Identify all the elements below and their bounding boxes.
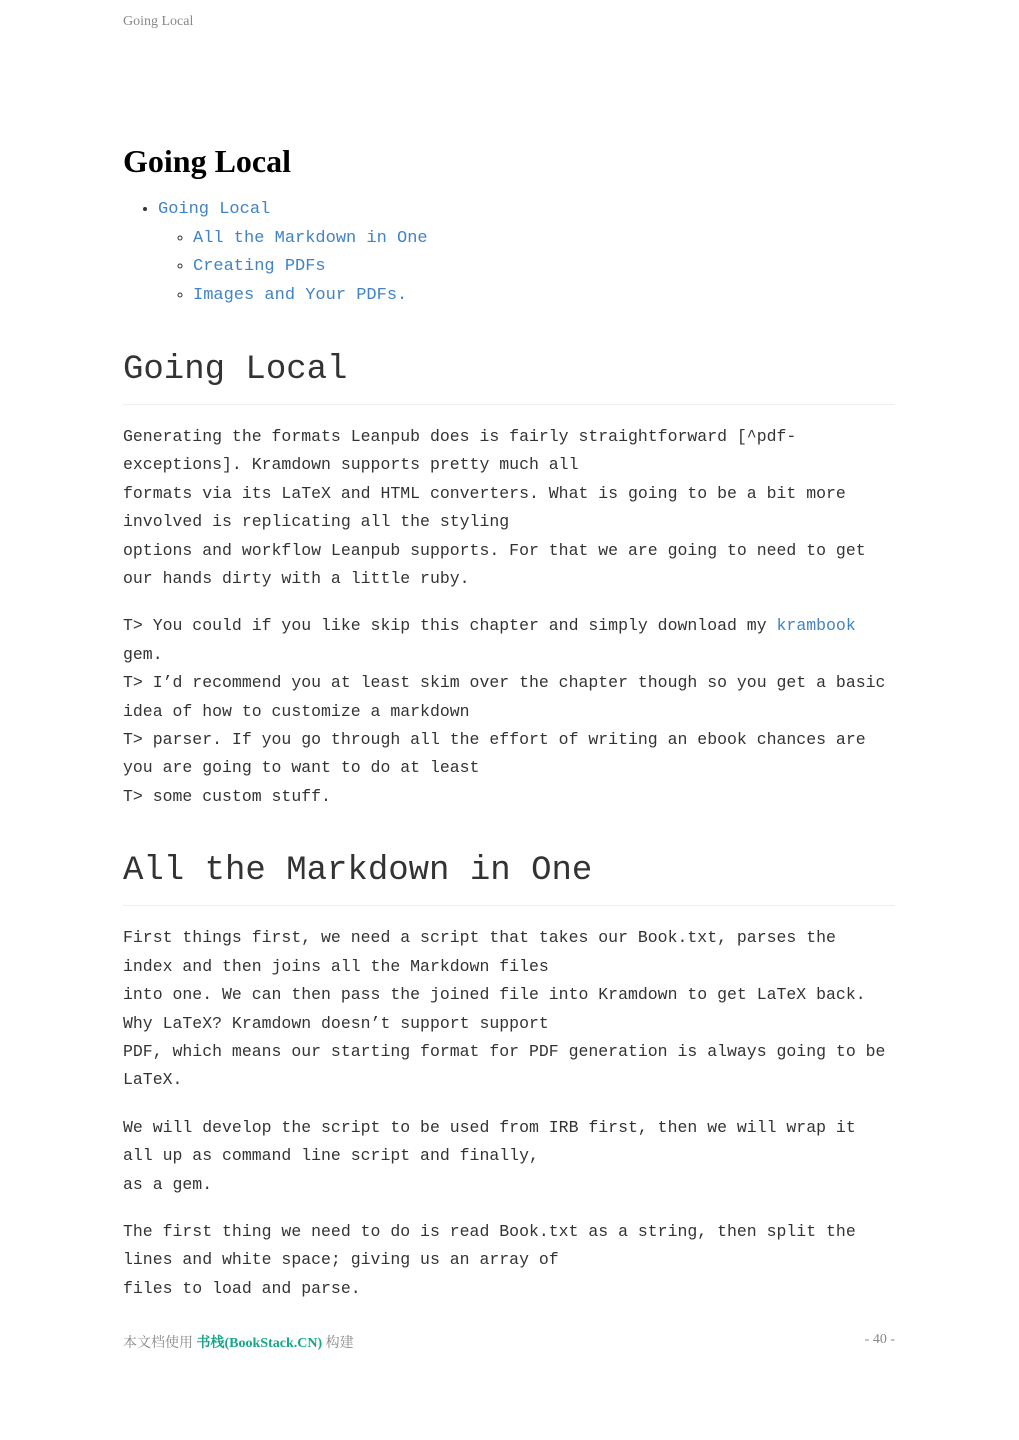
toc-title: Going Local bbox=[123, 143, 292, 179]
table-of-contents bbox=[123, 196, 895, 310]
paragraph: The first thing we need to do is read Book.txt as a string, then split the lines and white space; giving us an array of files to load and parse. bbox=[123, 1221, 856, 1298]
toc-link-images-pdfs[interactable]: Images and Your PDFs. bbox=[193, 285, 408, 305]
toc-link-creating-pdfs[interactable]: Creating PDFs bbox=[193, 257, 326, 276]
paragraph: Generating the formats Leanpub does is fairly straightforward [^pdf-exceptions]. Kramdown supports pretty much all formats via its LaTeX and HTML converters. What is going to be a bit more involved is replicating all the styling options and workflow Leanpub supports. For that we are going to need to get our hands dirty with a little ruby. bbox=[123, 427, 866, 589]
tip-text-continued: gem. T> I’d recommend you at least skim over the chapter though so you get a basic idea of how to customize a markdown T> parser. If you go through all the effort of writing an ebook chances are you are going to want to do at least T> some custom stuff. bbox=[123, 644, 886, 806]
footer-credit bbox=[123, 1332, 354, 1352]
paragraph: First things first, we need a script that takes our Book.txt, parses the index and then joins all the Markdown files into one. We can then pass the joined file into Kramdown to get LaTeX back. Why LaTeX? Kramdown doesn’t support support PDF, which means our starting format for PDF generation is always going to be LaTeX. bbox=[123, 928, 886, 1090]
toc-subitem bbox=[193, 282, 895, 311]
krambook-link[interactable]: krambook bbox=[776, 616, 856, 636]
page-number: - 40 - bbox=[864, 1332, 895, 1347]
toc-link-all-markdown[interactable]: All the Markdown in One bbox=[193, 228, 428, 248]
section-heading-all-markdown: All the Markdown in One bbox=[123, 849, 895, 906]
toc-link-going-local[interactable]: Going Local bbox=[158, 200, 271, 219]
footer-suffix: 构建 bbox=[322, 1336, 354, 1351]
paragraph: We will develop the script to be used from IRB first, then we will wrap it all up as command line script and finally, as a gem. bbox=[123, 1117, 856, 1194]
bookstack-link[interactable]: 书栈(BookStack.CN) bbox=[196, 1336, 323, 1351]
toc-item bbox=[158, 196, 895, 310]
tip-paragraph bbox=[123, 612, 895, 811]
toc-subitem bbox=[193, 253, 895, 282]
section-heading-going-local: Going Local bbox=[123, 348, 895, 405]
running-header: Going Local bbox=[123, 14, 194, 29]
footer-prefix: 本文档使用 bbox=[123, 1336, 197, 1351]
page-content bbox=[123, 140, 895, 1303]
toc-subitem bbox=[193, 225, 895, 254]
tip-text: T> You could if you like skip this chapter and simply download my bbox=[123, 616, 777, 636]
